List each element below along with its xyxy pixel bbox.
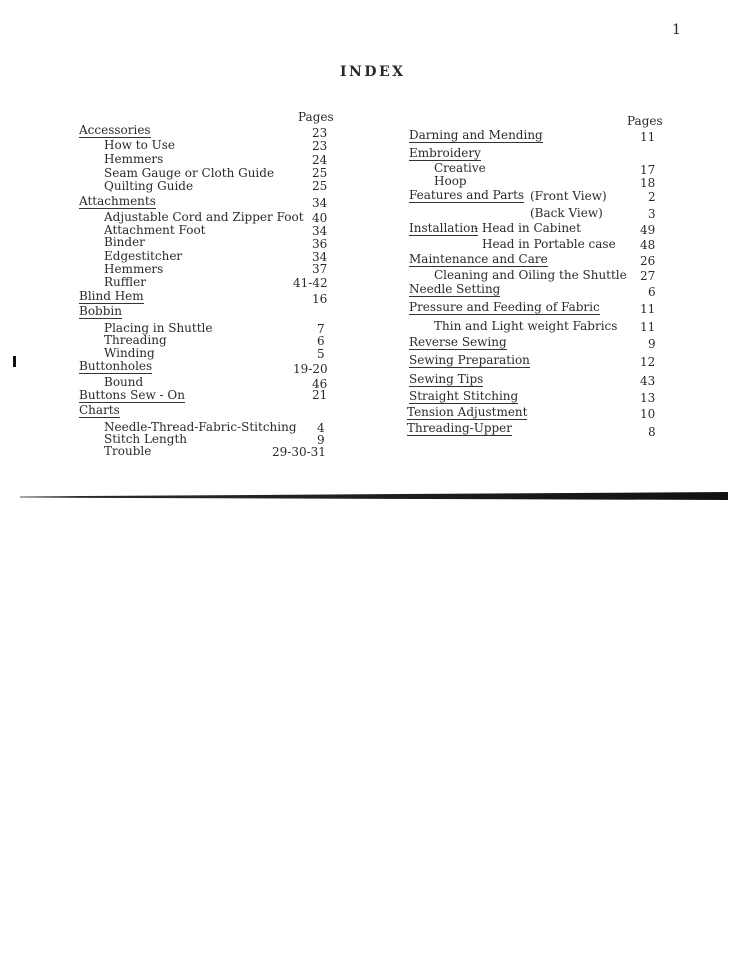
index-entry-darning-and-mending: Darning and Mending [409,128,543,142]
index-entry-straight-stitching: Straight Stitching [409,389,519,403]
index-entry-maintenance-and-care: Maintenance and Care [409,252,548,266]
index-entry-embroidery: Embroidery [409,146,481,160]
index-subentry: Binder [104,235,145,249]
page-ref: 40 [312,211,328,225]
page-ref: 8 [648,425,656,439]
page-ref: 49 [640,223,656,237]
index-subentry: Quilting Guide [104,179,194,193]
page-ref: 19-20 [293,362,328,376]
page-ref: 9 [317,433,325,447]
page-ref: 25 [312,166,328,180]
page-ref: 37 [312,262,328,276]
index-entry-buttonholes: Buttonholes [79,359,153,373]
page-number: 1 [672,22,681,38]
index-subentry: Cleaning and Oiling the Shuttle [434,268,627,282]
index-subentry: (Front View) [530,189,607,203]
page-ref: 5 [317,347,325,361]
index-entry-reverse-sewing: Reverse Sewing [409,335,507,349]
page-ref: 41-42 [293,276,328,290]
page-title: INDEX [340,64,406,80]
page-ref: 34 [312,250,328,264]
index-entry-buttons-sew-on: Buttons Sew - On [79,388,185,402]
index-subentry: Bound [104,375,144,389]
page-ref: 25 [312,179,328,193]
page-ref: 21 [312,388,328,402]
page-ref: 7 [317,322,325,336]
index-subentry: Trouble [104,444,152,458]
page-ref: 24 [312,153,328,167]
index-entry-attachments: Attachments [79,194,156,208]
index-entry-sewing-preparation: Sewing Preparation [409,353,530,367]
page-ref: 36 [312,237,328,251]
page-ref: 3 [648,207,656,221]
page-ref: 6 [317,334,325,348]
page-ref: 17 [640,163,656,177]
index-entry-accessories: Accessories [79,123,151,137]
index-entry-needle-setting: Needle Setting [409,282,501,296]
page-ref: 10 [640,407,656,421]
index-subentry: - Head in Cabinet [474,221,581,235]
page-ref: 4 [317,421,325,435]
index-subentry: Threading [104,333,167,347]
page-ref: 11 [640,302,656,316]
index-subentry: Ruffler [104,275,146,289]
page-ref: 43 [640,374,656,388]
index-subentry: Stitch Length [104,432,187,446]
page-ref: 2 [648,190,656,204]
page-ref: 27 [640,269,656,283]
page-ref: 48 [640,238,656,252]
index-entry-blind-hem: Blind Hem [79,289,144,303]
index-subentry: Attachment Foot [104,223,206,237]
index-subentry: Head in Portable case [482,237,616,251]
index-entry-installation: Installation [409,221,479,235]
index-entry-sewing-tips: Sewing Tips [409,372,484,386]
page-ref: 23 [312,126,328,140]
page-ref: 29-30-31 [272,445,326,459]
scan-mark [13,356,16,367]
right-pages-header: Pages [627,114,663,128]
index-entry-pressure-and-feeding: Pressure and Feeding of Fabric [409,300,600,314]
index-subentry: How to Use [104,138,176,152]
index-subentry: Edgestitcher [104,249,183,263]
index-subentry: Hoop [434,174,467,188]
index-entry-threading-upper: Threading-Upper [407,421,513,435]
page-ref: 16 [312,292,328,306]
left-pages-header: Pages [298,110,334,124]
page-ref: 6 [648,285,656,299]
index-subentry: Creative [434,161,486,175]
index-subentry: Needle-Thread-Fabric-Stitching [104,420,297,434]
page-ref: 23 [312,139,328,153]
page-ref: 11 [640,320,656,334]
index-entry-charts: Charts [79,403,120,417]
page-ref: 18 [640,176,656,190]
page-ref: 46 [312,377,328,391]
page-ref: 34 [312,224,328,238]
index-subentry: (Back View) [530,206,603,220]
page-ref: 34 [312,196,328,210]
page-ref: 12 [640,355,656,369]
index-subentry: Placing in Shuttle [104,321,213,335]
page-ref: 9 [648,337,656,351]
index-subentry: Hemmers [104,152,164,166]
index-entry-tension-adjustment: Tension Adjustment [407,405,528,419]
index-subentry: Thin and Light weight Fabrics [434,319,618,333]
page-ref: 11 [640,130,656,144]
index-subentry: Seam Gauge or Cloth Guide [104,166,275,180]
index-subentry: Adjustable Cord and Zipper Foot [104,210,304,224]
index-subentry: Hemmers [104,262,164,276]
page-ref: 13 [640,391,656,405]
index-entry-bobbin: Bobbin [79,304,122,318]
index-entry-features-and-parts: Features and Parts [409,188,525,202]
horizontal-rule [20,492,728,500]
page-ref: 26 [640,254,656,268]
index-subentry: Winding [104,346,155,360]
